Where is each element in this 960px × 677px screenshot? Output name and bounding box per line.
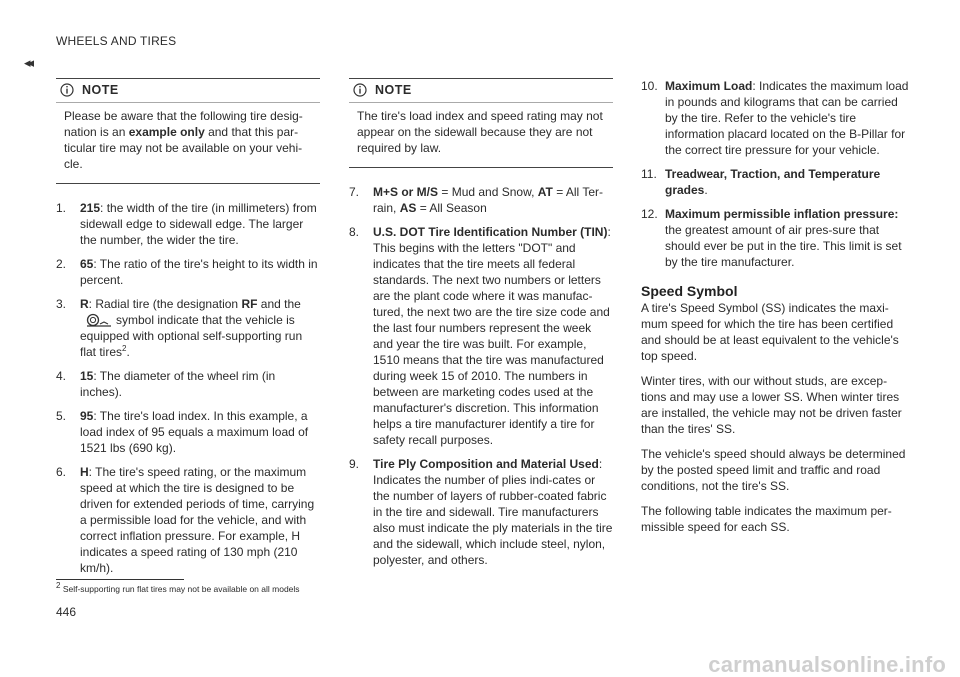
list-item <box>56 368 320 400</box>
page-number: 446 <box>56 605 77 619</box>
note-text-pre: Please be aware that the following tire desig-nation is an <box>64 109 303 139</box>
item-description: = Mud and Snow, <box>438 185 538 199</box>
item-description: : This begins with the letters "DOT" and indicates that the tire meets all federal standards. The next two numbers or letters are the plant code where it was manufac-tured, the next two are the tire size code and the last four numbers represent the week and year the tire was built. For example, 1510 means that the tire was manufactured during week 15 of 2010. The numbers in between are marketing codes used at the manufacturer's discretion. This information helps a tire manufacturer identify a tire for safety recall purposes. <box>373 225 611 447</box>
item-description: : Radial tire (the designation <box>88 297 242 311</box>
note-title: NOTE <box>375 83 412 97</box>
footnote-text: Self-supporting run flat tires may not be available on all models <box>62 584 300 594</box>
item-description: : The tire's load index. In this example, a load index of 95 equals a maximum load of 1521 lbs (690 kg). <box>80 409 309 455</box>
item-description: symbol indicate that the vehicle is equipped with optional self-supporting run flat tires <box>80 313 303 359</box>
note-text: The tire's load index and speed rating may not appear on the sidewall because they are not required by law. <box>357 109 603 155</box>
item-description: = All Ter-rain, <box>373 185 603 215</box>
list-item <box>349 224 613 448</box>
speed-symbol-heading: Speed Symbol <box>641 283 738 299</box>
item-term: R <box>80 297 89 311</box>
item-description: : Indicates the number of plies indi-cates or the number of layers of rubber-coated fabric in the tire and sidewall. Tire manufacturers also must indicate the ply materials in the tire and the sidewall, which include steel, nylon, polyester, and others. <box>373 457 613 567</box>
note-box-example <box>56 78 320 184</box>
list-item <box>56 256 320 288</box>
footnote-divider <box>56 579 184 580</box>
watermark: carmanualsonline.info <box>708 652 946 677</box>
item-description: . <box>704 183 708 197</box>
column-right <box>641 78 909 544</box>
item-term-tertiary: AS <box>399 201 417 215</box>
item-description: the greatest amount of air pres-sure that should ever be put in the tire. This limit is set by the tire manufacturer. <box>665 223 902 269</box>
item-number: 8. <box>349 225 360 239</box>
list-item <box>56 296 320 360</box>
item-term: 65 <box>80 257 94 271</box>
item-number: 9. <box>349 457 360 471</box>
note-header <box>349 79 613 103</box>
footnote-mark: 2 <box>56 581 61 591</box>
item-term: Tire Ply Composition and Material Used <box>373 457 599 471</box>
column-middle <box>349 78 613 576</box>
item-number: 1. <box>56 201 67 215</box>
item-number: 2. <box>56 257 67 271</box>
run-flat-tire-icon <box>86 313 112 327</box>
note-text-bold: example only <box>128 125 205 139</box>
section-header: WHEELS AND TIRES <box>56 34 177 48</box>
list-item <box>641 206 909 270</box>
speed-symbol-paragraph: The following table indicates the maximum per-missible speed for each SS. <box>641 504 892 534</box>
tire-designation-list-part1 <box>56 200 320 576</box>
footnote-marker: 2 <box>122 344 127 353</box>
item-term: H <box>80 465 89 479</box>
item-description: : The tire's speed rating, or the maximum speed at which the tire is designed to be driven for extended periods of time, carrying a permissible load for the vehicle, and with correct inflation pressure. For example, H indicates a speed rating of 130 mph (210 km/h). <box>80 465 315 575</box>
item-number: 7. <box>349 185 360 199</box>
tire-designation-list-part2 <box>349 184 613 568</box>
tire-designation-list-part3 <box>641 78 909 270</box>
item-number: 5. <box>56 409 67 423</box>
list-item <box>56 464 320 576</box>
speed-symbol-paragraph: A tire's Speed Symbol (SS) indicates the maxi-mum speed for which the tire has been certified and should be at least equivalent to the vehicle's top speed. <box>641 301 899 363</box>
speed-symbol-paragraph: Winter tires, with our without studs, are excep-tions and may use a lower SS. When winter tires are installed, the vehicle may not be driven faster than the tires' SS. <box>641 374 902 436</box>
previous-page-arrows-icon[interactable]: ◂◂ <box>24 55 32 70</box>
note-box-law <box>349 78 613 168</box>
footnote <box>56 581 300 595</box>
list-item <box>349 456 613 568</box>
list-item <box>641 166 909 198</box>
item-term: Maximum Load <box>665 79 753 93</box>
item-number: 11. <box>641 167 657 181</box>
note-title: NOTE <box>82 83 119 97</box>
item-description: : The diameter of the wheel rim (in inches). <box>80 369 276 399</box>
item-term-secondary: AT <box>537 185 553 199</box>
item-description: . <box>126 345 130 359</box>
item-term: 215 <box>80 201 101 215</box>
column-left <box>56 78 320 584</box>
speed-symbol-paragraph: The vehicle's speed should always be determined by the posted speed limit and traffic and road conditions, not the tire's SS. <box>641 447 906 493</box>
item-description: : Indicates the maximum load in pounds and kilograms that can be carried by the tire. Refer to the vehicle's tire information placard located on the B-Pillar for the correct tire pressure for your vehicle. <box>665 79 909 157</box>
item-term: 95 <box>80 409 94 423</box>
item-term: Treadwear, Traction, and Temperature grades <box>665 167 881 197</box>
list-item <box>349 184 613 216</box>
info-circle-icon <box>60 83 74 97</box>
item-term: Maximum permissible inflation pressure: <box>665 207 899 221</box>
item-number: 4. <box>56 369 67 383</box>
item-number: 10. <box>641 79 658 93</box>
item-term: M+S or M/S <box>373 185 439 199</box>
item-description: : The ratio of the tire's height to its width in percent. <box>80 257 318 287</box>
note-text <box>56 103 320 183</box>
item-description: : the width of the tire (in millimeters) from sidewall edge to sidewall edge. The larger the number, the wider the tire. <box>80 201 317 247</box>
item-number: 12. <box>641 207 658 221</box>
item-number: 3. <box>56 297 67 311</box>
list-item <box>56 408 320 456</box>
item-term-secondary: RF <box>241 297 258 311</box>
note-text-post: and that this par-ticular tire may not be available on your vehi-cle. <box>64 125 303 171</box>
note-header <box>56 79 320 103</box>
list-item <box>56 200 320 248</box>
list-item <box>641 78 909 158</box>
item-term: 15 <box>80 369 94 383</box>
item-description: = All Season <box>416 201 487 215</box>
item-description: and the <box>257 297 301 311</box>
info-circle-icon <box>353 83 367 97</box>
item-term: U.S. DOT Tire Identification Number (TIN) <box>373 225 608 239</box>
item-number: 6. <box>56 465 67 479</box>
